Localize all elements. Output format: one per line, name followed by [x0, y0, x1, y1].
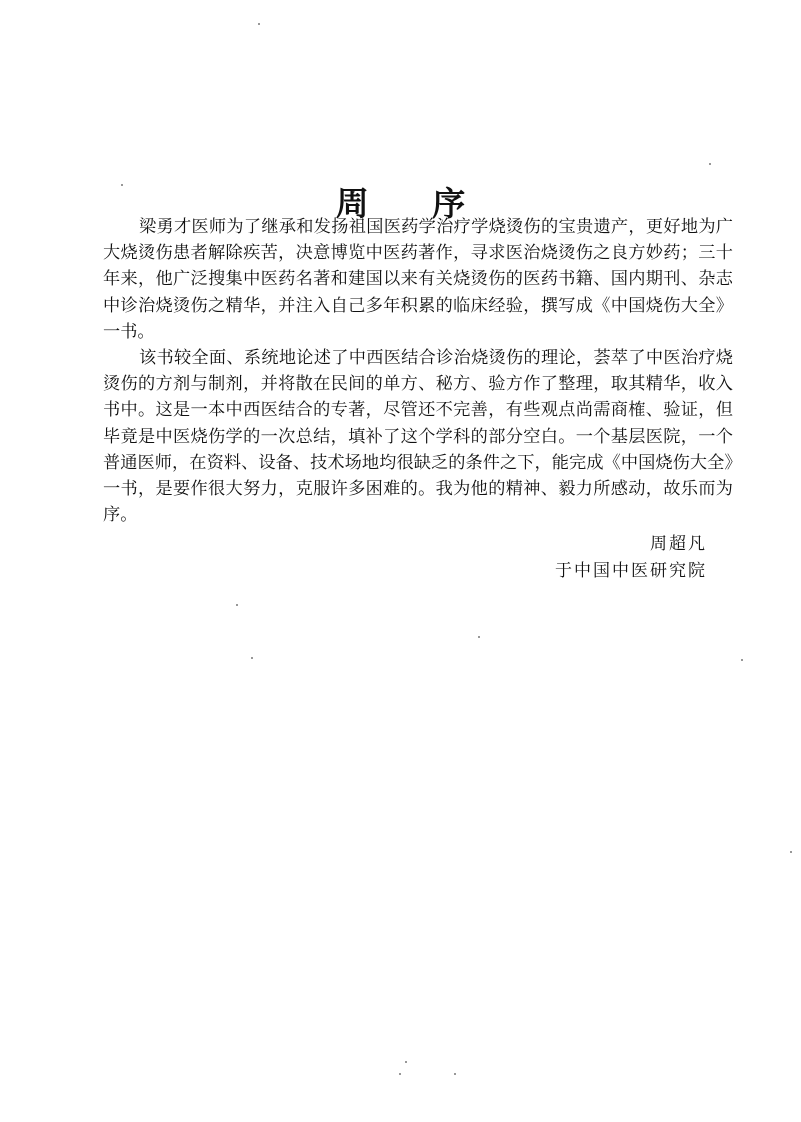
- preface-body: [103, 214, 733, 528]
- paragraph-1: 梁勇才医师为了继承和发扬祖国医药学治疗学烧烫伤的宝贵遗产，更好地为广大烧烫伤患者解除疾苦，决意博览中医药著作，寻求医治烧烫伤之良方妙药；三十年来，他广泛搜集中医药名著和建国以来有关烧烫伤的医药书籍、国内期刊、杂志中诊治烧烫伤之精华，并注入自己多年积累的临床经验，撰写成《中国烧伤大全》一书。: [103, 217, 733, 342]
- scan-speck: [454, 1073, 456, 1075]
- page-title: 周 序: [335, 184, 492, 224]
- signature-name: 周超凡: [650, 534, 707, 554]
- scan-speck: [709, 163, 711, 165]
- scan-speck: [790, 851, 792, 853]
- scan-speck: [741, 659, 743, 661]
- paragraph-2: 该书较全面、系统地论述了中西医结合诊治烧烫伤的理论，荟萃了中医治疗烧烫伤的方剂与制剂，并将散在民间的单方、秘方、验方作了整理，取其精华，收入书中。这是一本中西医结合的专著，尽管还不完善，有些观点尚需商榷、验证，但毕竟是中医烧伤学的一次总结，填补了这个学科的部分空白。一个基层医院，一个普通医师，在资料、设备、技术场地均很缺乏的条件之下，能完成《中国烧伤大全》一书，是要作很大努力，克服许多困难的。我为他的精神、毅力所感动，故乐而为序。: [103, 348, 733, 526]
- scan-speck: [399, 1073, 401, 1075]
- scan-speck: [258, 23, 260, 25]
- scan-speck: [405, 1061, 407, 1063]
- signature-organization: 于中国中医研究院: [555, 561, 707, 581]
- scan-speck: [478, 636, 480, 638]
- scan-speck: [251, 657, 253, 659]
- scan-speck: [236, 604, 238, 606]
- scan-speck: [121, 184, 123, 186]
